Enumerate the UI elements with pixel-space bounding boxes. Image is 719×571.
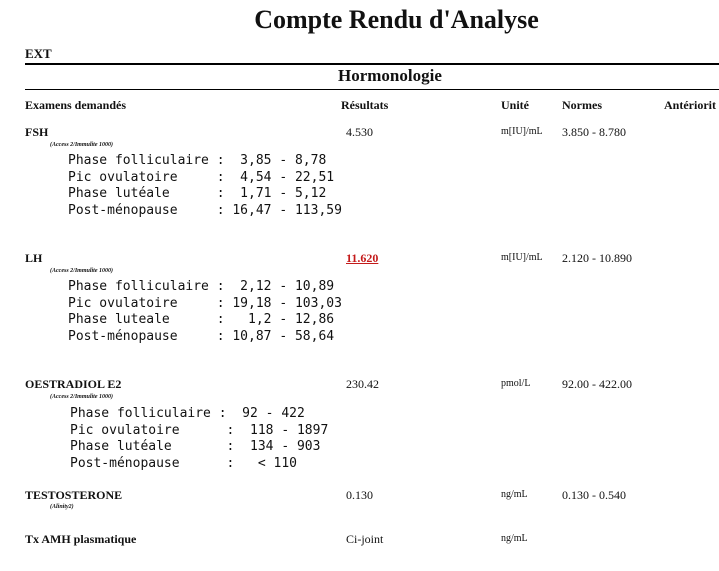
test-unit-testosterone: ng/mL (501, 489, 528, 500)
reference-line: Phase folliculaire : 3,85 - 8,78 (68, 153, 327, 168)
test-norme-oestradiol: 92.00 - 422.00 (562, 377, 632, 391)
test-result-testosterone: 0.130 (346, 488, 373, 502)
test-norme-testosterone: 0.130 - 0.540 (562, 488, 626, 502)
test-name-fsh: FSH (25, 125, 49, 139)
reference-line: Phase folliculaire : 92 - 422 (70, 406, 305, 421)
reference-line: Post-ménopause : 10,87 - 58,64 (68, 328, 335, 344)
test-norme-lh: 2.120 - 10.890 (562, 251, 632, 265)
column-header-anteriorite: Antériorit (664, 98, 716, 112)
test-result-lh: 11.620 (346, 251, 379, 265)
test-result-oestradiol: 230.42 (346, 377, 379, 391)
top-divider (25, 63, 719, 65)
reference-line: Phase folliculaire : 2,12 - 10,89 (68, 279, 335, 294)
reference-line: Pic ovulatoire : 4,54 - 22,51 (68, 169, 335, 185)
ext-label: EXT (25, 46, 52, 61)
section-divider (25, 89, 719, 90)
test-name-testosterone: TESTOSTERONE (25, 488, 123, 502)
test-name-oestradiol: OESTRADIOL E2 (25, 377, 122, 391)
reference-line: Phase lutéale : 1,71 - 5,12 (68, 186, 327, 201)
test-name-lh: LH (25, 251, 43, 265)
section-title: Hormonologie (338, 66, 442, 85)
test-unit-amh: ng/mL (501, 533, 528, 544)
test-method-oestradiol: (Access 2/Immulite 1000) (50, 394, 113, 400)
column-header-unite: Unité (501, 98, 529, 112)
test-method-lh: (Access 2/Immulite 1000) (50, 268, 113, 274)
reference-line: Post-ménopause : < 110 (70, 455, 297, 471)
test-unit-lh: m[IU]/mL (501, 252, 543, 263)
column-header-normes: Normes (562, 98, 602, 112)
reference-line: Pic ovulatoire : 19,18 - 103,03 (68, 295, 342, 311)
column-header-examens: Examens demandés (25, 98, 127, 112)
report-title: Compte Rendu d'Analyse (254, 5, 539, 34)
reference-line: Phase luteale : 1,2 - 12,86 (68, 312, 335, 327)
test-method-testosterone: (Alinity2) (50, 504, 74, 510)
test-result-amh: Ci-joint (346, 532, 384, 546)
reference-line: Phase lutéale : 134 - 903 (70, 439, 321, 454)
column-header-resultats: Résultats (341, 98, 389, 112)
reference-line: Post-ménopause : 16,47 - 113,59 (68, 202, 342, 218)
test-method-fsh: (Access 2/Immulite 1000) (50, 142, 113, 148)
test-unit-oestradiol: pmol/L (501, 378, 531, 389)
test-result-fsh: 4.530 (346, 125, 373, 139)
test-unit-fsh: m[IU]/mL (501, 126, 543, 137)
reference-line: Pic ovulatoire : 118 - 1897 (70, 422, 329, 438)
test-name-amh: Tx AMH plasmatique (25, 532, 137, 546)
test-norme-fsh: 3.850 - 8.780 (562, 125, 626, 139)
